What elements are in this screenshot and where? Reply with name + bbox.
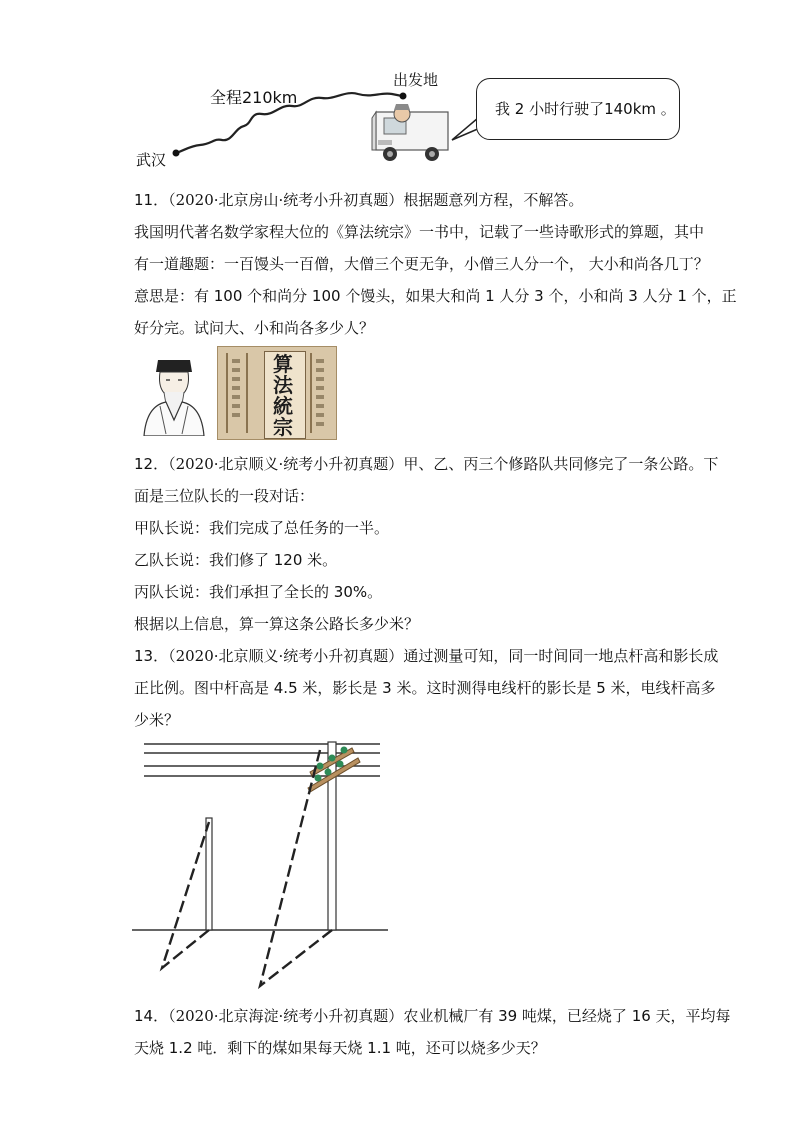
destination-label: 出发地 — [393, 71, 439, 89]
problem-text: 通过测量可知，同一时间同一地点杆高和影长成 — [403, 647, 719, 665]
problem-number: 14． — [134, 1007, 169, 1025]
insulator — [341, 747, 348, 754]
book-title-char: 法 — [273, 373, 293, 397]
problem-source: （2020·北京顺义·统考小升初真题） — [168, 455, 404, 473]
problem-source: （2020·北京房山·统考小升初真题） — [168, 191, 404, 209]
distance-label: 全程210km — [210, 88, 298, 107]
problem-14-header — [134, 1006, 731, 1026]
origin-dot — [173, 150, 180, 157]
problem-text: 丙队长说：我们承担了全长的 30%。 — [134, 583, 383, 601]
scholar-portrait — [136, 346, 212, 436]
problem-text: 天烧 1.2 吨．剩下的煤如果每天烧 1.1 吨，还可以烧多少天？ — [134, 1039, 546, 1057]
insulator — [317, 763, 324, 770]
insulator — [325, 769, 332, 776]
problem-number: 11． — [134, 191, 169, 209]
insulator — [315, 775, 322, 782]
problem-number: 12． — [134, 455, 169, 473]
problem-text: 正比例。图中杆高是 4.5 米，影长是 3 米。这时测得电线杆的影长是 5 米，电线杆高多 — [134, 679, 716, 697]
speech-bubble — [476, 78, 680, 140]
origin-label: 武汉 — [136, 151, 167, 169]
problem-text: 根据题意列方程，不解答。 — [403, 191, 584, 209]
problem-text: 意思是：有 100 个和尚分 100 个馒头，如果大和尚 1 人分 3 个，小和尚 3 人分 1 个，正 — [134, 287, 737, 305]
problem-text: 我国明代著名数学家程大位的《算法统宗》一书中，记载了一些诗歌形式的算题，其中 — [134, 223, 705, 241]
insulator — [329, 755, 336, 762]
route-figure — [0, 0, 794, 180]
truck-illustration — [372, 104, 448, 161]
problem-text: 好分完。试问大、小和尚各多少人？ — [134, 319, 375, 337]
book-title-char: 統 — [273, 394, 293, 418]
problem-source: （2020·北京顺义·统考小升初真题） — [168, 647, 404, 665]
problem-source: （2020·北京海淀·统考小升初真题） — [168, 1007, 404, 1025]
problem-text: 面是三位队长的一段对话： — [134, 487, 315, 505]
book-image — [217, 346, 337, 440]
book-title-label — [264, 351, 306, 439]
problem-text: 乙队长说：我们修了 120 米。 — [134, 551, 338, 569]
problem-text: 根据以上信息，算一算这条公路长多少米？ — [134, 615, 420, 633]
stick-shadow — [162, 822, 209, 968]
book-title-char: 算 — [273, 352, 293, 376]
measuring-stick — [206, 818, 212, 930]
book-title-char: 宗 — [273, 415, 293, 439]
insulator — [337, 761, 344, 768]
problem-text: 甲、乙、丙三个修路队共同修完了一条公路。下 — [403, 455, 719, 473]
problem-text: 甲队长说：我们完成了总任务的一半。 — [134, 519, 390, 537]
problem-12-header — [134, 454, 718, 474]
problem-text: 少米？ — [134, 711, 180, 729]
destination-dot — [400, 93, 407, 100]
speech-text: 我 2 小时行驶了140km 。 — [495, 100, 676, 118]
problem-11-header — [134, 190, 583, 210]
problem-text: 有一道趣题：一百馒头一百僧，大僧三个更无争，小僧三人分一个， 大小和尚各几丁？ — [134, 255, 709, 273]
pole-shadow-figure — [130, 730, 390, 992]
problem-number: 13． — [134, 647, 169, 665]
problem-13-header — [134, 646, 718, 666]
problem-text: 农业机械厂有 39 吨煤，已经烧了 16 天，平均每 — [403, 1007, 731, 1025]
